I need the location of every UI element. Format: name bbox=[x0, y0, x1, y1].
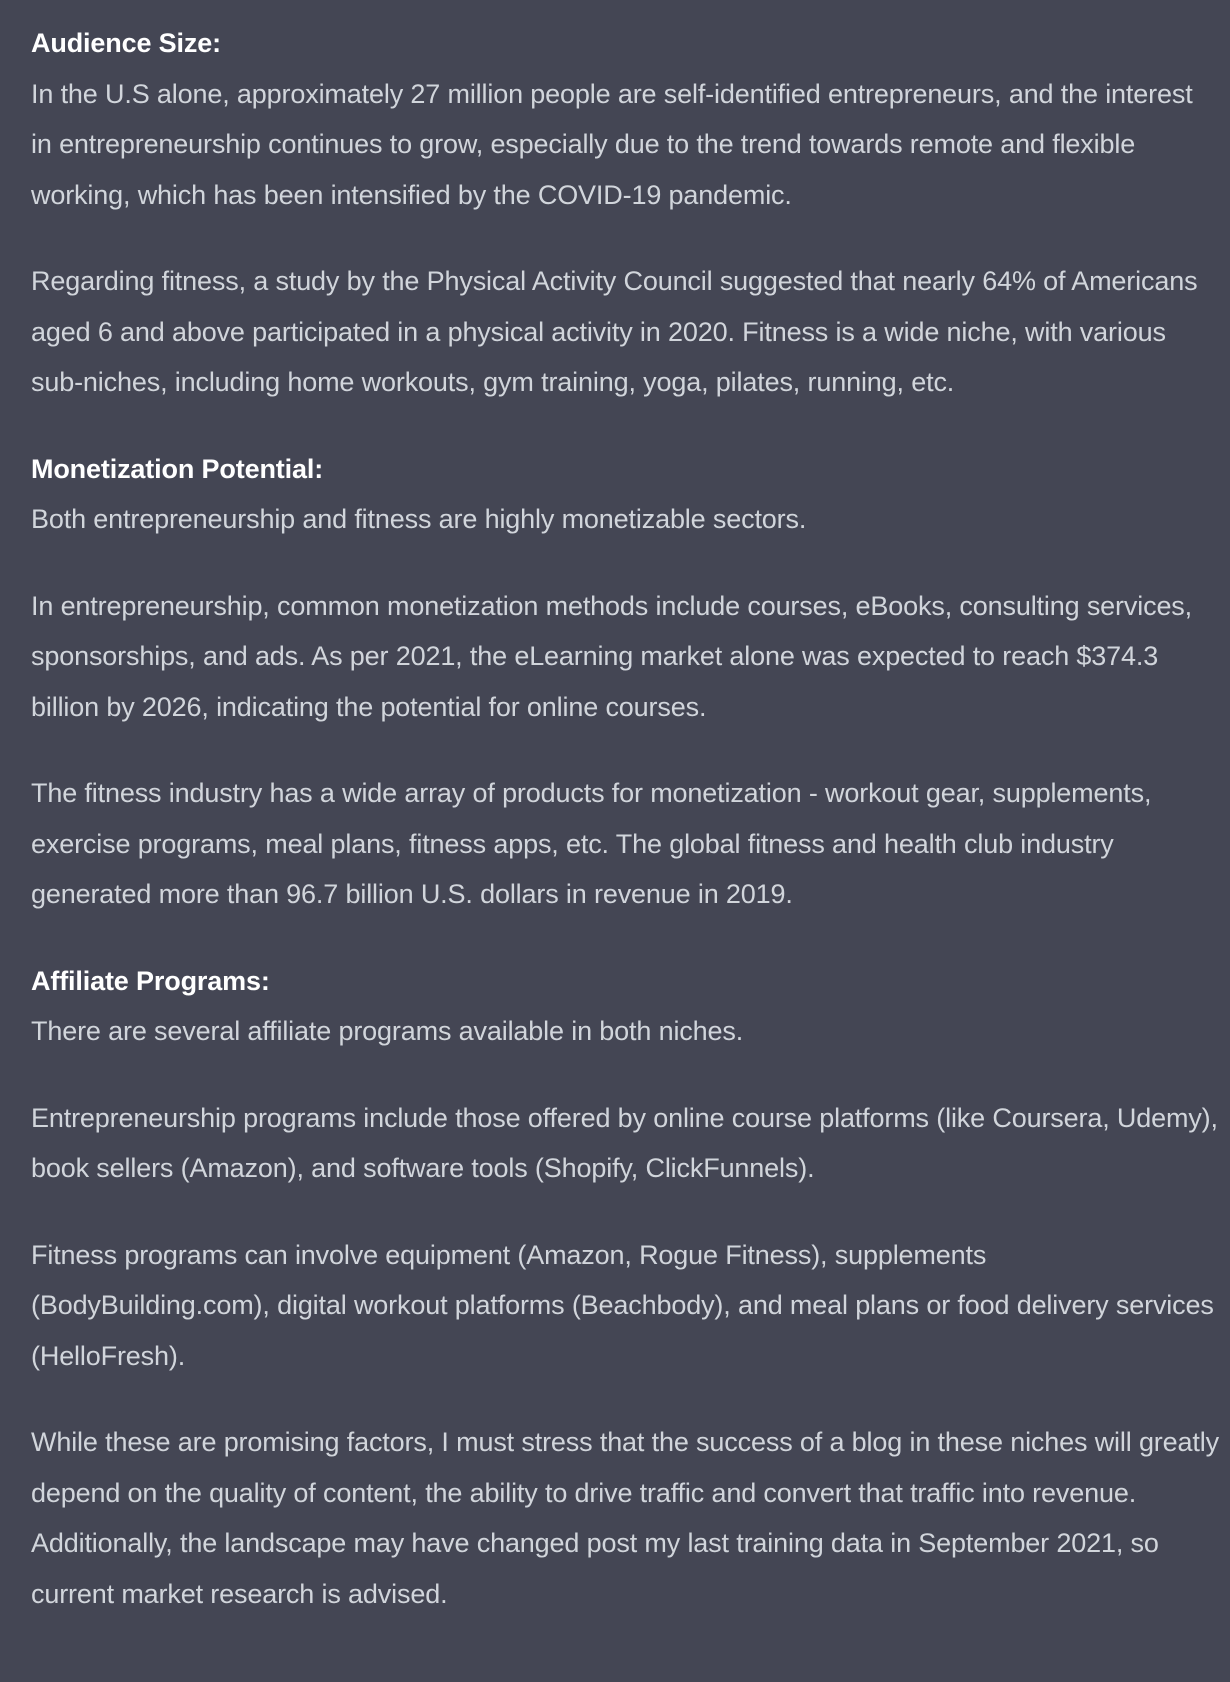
section-paragraph: Fitness programs can involve equipment (Amazon, Rogue Fitness), supplements (BodyBuilding.com), digital workout platforms (Beachbody), and meal plans or food delivery services (HelloFresh). bbox=[31, 1239, 1214, 1371]
closing-paragraph: While these are promising factors, I must stress that the success of a blog in these niches will greatly depend on the quality of content, the ability to drive traffic and convert that traffic into revenue. Additionally, the landscape may have changed post my last training data in September 2021, so current market research is advised. bbox=[31, 1427, 1219, 1609]
section-heading: Affiliate Programs: bbox=[31, 965, 270, 996]
section-paragraph: Regarding fitness, a study by the Physical Activity Council suggested that nearly 64% of Americans aged 6 and above participated in a physical activity in 2020. Fitness is a wide niche, with various sub-niches, including home workouts, gym training, yoga, pilates, running, etc. bbox=[31, 266, 1198, 397]
section-heading: Audience Size: bbox=[31, 28, 221, 58]
section-paragraph: In entrepreneurship, common monetization methods include courses, eBooks, consulting services, sponsorships, and ads. As per 2021, the eLearning market alone was expected to reach $374.3 billion by 2026, indicating the potential for online courses. bbox=[31, 590, 1193, 722]
section-audience-size bbox=[31, 18, 1220, 220]
section-paragraph: Entrepreneurship programs include those offered by online course platforms (like Coursera, Udemy), book sellers (Amazon), and software tools (Shopify, ClickFunnels). bbox=[31, 1102, 1218, 1183]
section-monetization-potential bbox=[31, 444, 1220, 545]
section-paragraph: There are several affiliate programs available in both niches. bbox=[31, 1016, 744, 1046]
section-paragraph: In the U.S alone, approximately 27 million people are self-identified entrepreneurs, and the interest in entrepreneurship continues to grow, especially due to the trend towards remote and flexible working, which has been intensified by the COVID-19 pandemic. bbox=[31, 78, 1193, 210]
section-affiliate-programs bbox=[31, 956, 1220, 1057]
section-heading: Monetization Potential: bbox=[31, 453, 324, 484]
section-paragraph: The fitness industry has a wide array of products for monetization - workout gear, supplements, exercise programs, meal plans, fitness apps, etc. The global fitness and health club industry generated more than 96.7 billion U.S. dollars in revenue in 2019. bbox=[31, 778, 1152, 909]
section-paragraph: Both entrepreneurship and fitness are highly monetizable sectors. bbox=[31, 504, 807, 534]
